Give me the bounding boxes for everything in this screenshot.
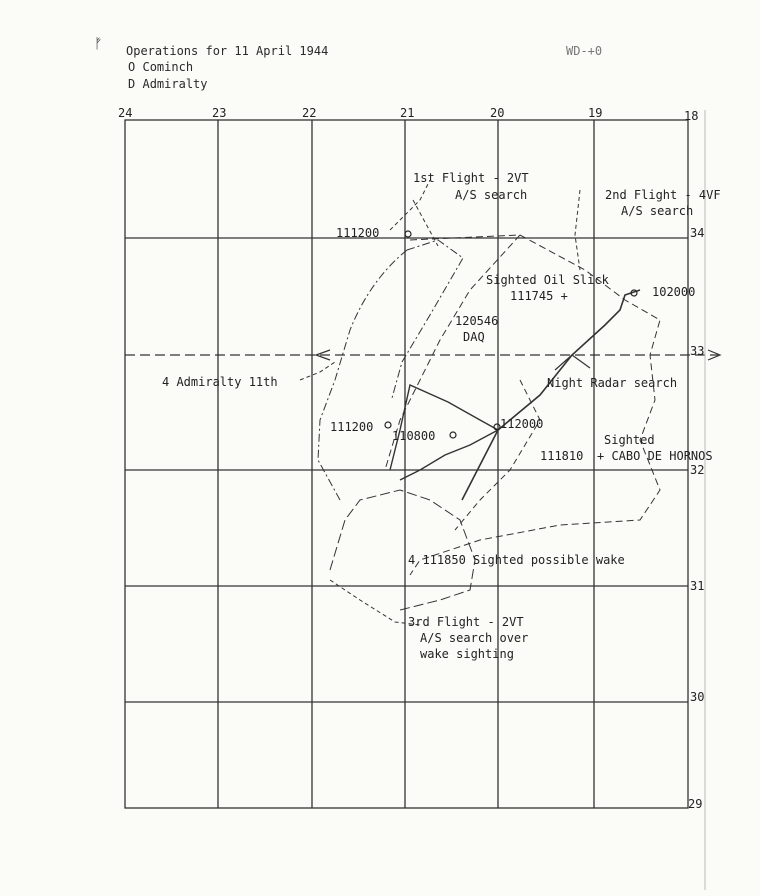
label-second-flight: 2nd Flight - 4VF (605, 188, 721, 202)
label-oil-slick-time: 111745 + (510, 289, 568, 303)
lat-label-32: 32 (690, 463, 705, 477)
label-third-flight: 3rd Flight - 2VT (408, 615, 524, 629)
label-sighted: Sighted (604, 433, 655, 447)
track-leader-first (390, 180, 438, 246)
label-first-flight-sub: A/S search (455, 188, 528, 202)
label-third-flight-sub2: wake sighting (420, 647, 514, 661)
label-daq-time: 120546 (455, 314, 499, 328)
label-admiralty: 4 Admiralty 11th (162, 375, 278, 389)
lon-label-22: 22 (302, 106, 317, 120)
label-position-112000: 112000 (500, 417, 544, 431)
annotations (162, 171, 721, 661)
position-markers (385, 231, 637, 438)
page-mark: ᚠ (94, 36, 103, 52)
label-position-110800: 110800 (392, 429, 436, 443)
label-cabo-de-hornos: + CABO DE HORNOS (597, 449, 713, 463)
lon-label-18: 18 (684, 109, 699, 123)
lat-33-line (125, 350, 720, 360)
label-position-102000: 102000 (652, 285, 696, 299)
marker-111200 (385, 422, 391, 428)
document-code: WD-+0 (566, 44, 603, 58)
lat-label-30: 30 (690, 690, 705, 704)
legend-cominch-label: Cominch (142, 60, 194, 74)
track-first-flight (392, 240, 463, 398)
label-wake: 4 111850 Sighted possible wake (408, 553, 625, 567)
lat-label-29: 29 (688, 797, 703, 811)
lat-label-33: 33 (690, 344, 705, 358)
marker-110800 (450, 432, 456, 438)
lon-label-24: 24 (118, 106, 133, 120)
lat-label-34: 34 (690, 226, 705, 240)
label-daq: DAQ (463, 330, 485, 344)
track-leader-second (575, 190, 580, 270)
track-third-flight (330, 490, 475, 610)
label-third-flight-sub: A/S search over (420, 631, 529, 645)
lon-label-21: 21 (400, 106, 415, 120)
latitude-labels (688, 226, 704, 811)
lon-label-23: 23 (212, 106, 227, 120)
label-first-flight: 1st Flight - 2VT (413, 171, 529, 185)
track-first-flight-return (318, 250, 407, 500)
grid-lines (125, 120, 688, 808)
marker-111200-north (405, 231, 411, 237)
label-position-111200: 111200 (330, 420, 374, 434)
track-radar-branch (555, 355, 590, 370)
legend-cominch-symbol: O (128, 60, 136, 74)
label-second-flight-sub: A/S search (621, 204, 694, 218)
label-night-radar: Night Radar search (547, 376, 678, 390)
label-position-111810: 111810 (540, 449, 584, 463)
lat-label-31: 31 (690, 579, 705, 593)
lon-label-20: 20 (490, 106, 505, 120)
label-position-111200-north: 111200 (336, 226, 380, 240)
track-third-flight-leader (330, 580, 420, 625)
label-oil-slick: Sighted Oil Slick (486, 273, 609, 287)
track-leader-admiralty (300, 362, 335, 380)
page-title: Operations for 11 April 1944 (126, 44, 329, 58)
lon-label-19: 19 (588, 106, 603, 120)
legend-admiralty-symbol: D (128, 77, 136, 91)
chart-border (125, 120, 688, 808)
legend-admiralty-label: Admiralty (142, 77, 208, 91)
